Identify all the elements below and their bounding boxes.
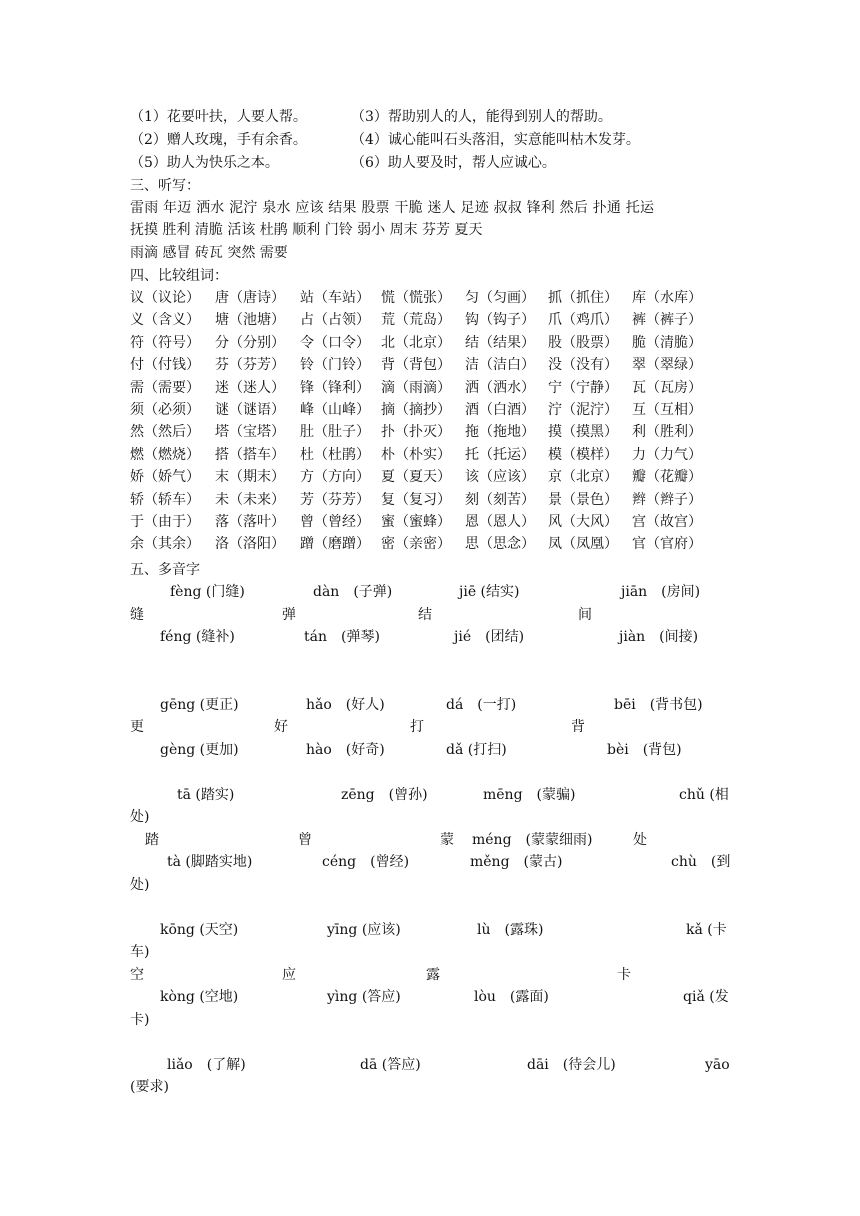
compare-cell: 朴（朴实）	[381, 446, 451, 463]
compare-cell: 曾（曾经）	[300, 514, 370, 530]
compare-cell: 抓（抓住）	[548, 290, 618, 306]
polyphone-char: 缝	[130, 607, 144, 623]
compare-cell: 杜（杜鹃）	[300, 446, 370, 463]
compare-cell: 荒（荒岛）	[381, 312, 451, 329]
polyphone-reading: mēng (蒙骗)	[483, 787, 576, 803]
proverb-4: （4）诚心能叫石头落泪，实意能叫枯木发芽。	[351, 132, 640, 148]
polyphone-reading: jiān (房间)	[621, 584, 701, 600]
compare-cell: 脆（清脆）	[632, 334, 702, 351]
compare-cell: 唐（唐诗）	[215, 290, 285, 306]
compare-cell: 滴（雨滴）	[381, 379, 451, 396]
polyphone-reading: lù (露珠)	[477, 922, 544, 938]
compare-cell: 于（由于）	[130, 514, 200, 530]
compare-cell: 锋（锋利）	[300, 379, 370, 396]
proverb-3: （3）帮助别人的人，能得到别人的帮助。	[351, 109, 612, 125]
compare-cell: 夏（夏天）	[381, 469, 451, 486]
polyphone-reading: jiàn (间接)	[619, 629, 699, 645]
polyphone-reading: dāi (待会儿)	[527, 1057, 616, 1073]
compare-cell: 风（大风）	[548, 514, 618, 530]
compare-cell: 景（景色）	[548, 491, 618, 508]
dictation-line-3: 雨滴 感冒 砖瓦 突然 需要	[130, 245, 288, 261]
compare-cell: 股（股票）	[548, 334, 618, 351]
compare-heading: 四、比较组词：	[130, 268, 228, 284]
polyphone-char: 踏	[145, 832, 159, 848]
polyphone-reading: céng (曾经)	[322, 854, 410, 870]
compare-cell: 互（互相）	[632, 402, 702, 418]
compare-cell: 刻（刻苦）	[465, 491, 535, 508]
compare-cell: 官（官府）	[632, 536, 702, 553]
compare-cell: 该（应该）	[465, 469, 535, 486]
compare-cell: 泞（泥泞）	[548, 402, 618, 418]
compare-cell: 分（分别）	[215, 334, 285, 351]
polyphone-reading: yìng (答应)	[327, 989, 401, 1005]
polyphone-reading: lòu (露面)	[474, 989, 549, 1005]
polyphone-char: 背	[571, 719, 585, 735]
compare-cell: 瓣（花瓣）	[632, 469, 702, 486]
compare-cell: 辫（辫子）	[632, 491, 702, 508]
polyphone-reading-wrap: 卡)	[130, 1012, 150, 1028]
compare-cell: 芳（芬芳）	[300, 491, 370, 508]
polyphone-reading: hǎo (好人)	[306, 697, 385, 713]
compare-cell: 翠（翠绿）	[632, 357, 702, 374]
polyphone-reading: kòng (空地)	[160, 989, 239, 1005]
compare-cell: 方（方向）	[300, 469, 370, 486]
compare-cell: 洁（洁白）	[465, 357, 535, 374]
polyphone-reading-wrap: (要求)	[130, 1079, 169, 1095]
compare-cell: 搭（搭车）	[215, 446, 285, 463]
polyphone-reading-wrap: 处)	[130, 877, 150, 893]
compare-cell: 付（付钱）	[130, 357, 200, 374]
compare-cell: 凤（凤凰）	[548, 536, 618, 553]
compare-cell: 复（复习）	[381, 491, 451, 508]
polyphone-char: 空	[130, 967, 144, 983]
polyphone-reading: jiē (结实)	[459, 584, 520, 600]
polyphone-reading: zēng (曾孙)	[341, 787, 428, 803]
compare-cell: 京（北京）	[548, 469, 618, 486]
compare-cell: 没（没有）	[548, 357, 618, 374]
compare-cell: 蹭（磨蹭）	[300, 536, 370, 553]
compare-cell: 扑（扑灭）	[381, 424, 451, 441]
polyphone-reading: tán (弹琴)	[304, 629, 380, 645]
compare-cell: 塔（宝塔）	[215, 424, 285, 441]
compare-cell: 摘（摘抄）	[381, 402, 451, 418]
polyphone-reading: kǎ (卡	[686, 922, 727, 938]
polyphone-char: 结	[418, 607, 432, 623]
polyphone-reading: bēi (背书包)	[614, 697, 703, 713]
compare-cell: 燃（燃烧）	[130, 446, 200, 463]
compare-cell: 蜜（蜜蜂）	[381, 514, 451, 530]
compare-cell: 芬（芬芳）	[215, 357, 285, 374]
dictation-heading: 三、听写：	[130, 178, 200, 194]
compare-cell: 末（期末）	[215, 469, 285, 486]
proverb-2: （2）赠人玫瑰，手有余香。	[130, 132, 307, 148]
compare-cell: 恩（恩人）	[465, 514, 535, 530]
compare-cell: 议（议论）	[130, 290, 200, 306]
polyphone-char: 好	[274, 719, 288, 735]
compare-cell: 爪（鸡爪）	[548, 312, 618, 329]
compare-cell: 落（落叶）	[215, 514, 285, 530]
compare-cell: 铃（门铃）	[300, 357, 370, 374]
polyphone-reading: dá (一打)	[446, 697, 517, 713]
polyphone-char: 应	[282, 967, 296, 983]
compare-cell: 余（其余）	[130, 536, 200, 553]
polyphone-reading: tā (踏实)	[177, 787, 235, 803]
polyphone-reading: fèng (门缝)	[170, 584, 245, 600]
polyphone-char: 打	[410, 719, 424, 735]
polyphone-char: 处	[633, 832, 647, 848]
polyphone-reading: jié (团结)	[454, 629, 525, 645]
dictation-line-1: 雷雨 年迈 洒水 泥泞 泉水 应该 结果 股票 干脆 迷人 足迹 叔叔 锋利 然后 扑通 托运	[130, 200, 655, 216]
polyphone-reading: chù (到	[671, 854, 731, 870]
compare-cell: 轿（轿车）	[130, 491, 200, 508]
polyphone-reading: kōng (天空)	[160, 922, 239, 938]
compare-cell: 力（力气）	[632, 446, 702, 463]
compare-cell: 宁（宁静）	[548, 379, 618, 396]
polyphone-char: 弹	[282, 607, 296, 623]
polyphone-reading: gēng (更正)	[160, 697, 239, 713]
compare-cell: 思（思念）	[465, 536, 535, 553]
compare-cell: 宫（故宫）	[632, 514, 702, 530]
polyphone-reading: hào (好奇)	[306, 742, 385, 758]
polyphone-char: 露	[426, 967, 440, 983]
compare-cell: 峰（山峰）	[300, 402, 370, 418]
compare-cell: 裤（裤子）	[632, 312, 702, 329]
polyphone-reading: gèng (更加)	[160, 742, 239, 758]
compare-cell: 拖（拖地）	[465, 424, 535, 441]
compare-cell: 摸（摸黑）	[548, 424, 618, 441]
proverb-6: （6）助人要及时，帮人应诚心。	[351, 155, 556, 171]
polyphone-reading: yīng (应该)	[327, 922, 401, 938]
polyphone-reading: dā (答应)	[360, 1057, 421, 1073]
polyphone-reading: chǔ (相	[679, 787, 729, 803]
compare-cell: 库（水库）	[632, 290, 702, 306]
polyphone-reading-wrap: 车)	[130, 944, 150, 960]
compare-cell: 未（未来）	[215, 491, 285, 508]
proverb-5: （5）助人为快乐之本。	[130, 155, 279, 171]
compare-cell: 义（含义）	[130, 312, 200, 329]
polyphone-heading: 五、多音字	[130, 562, 200, 578]
compare-cell: 背（背包）	[381, 357, 451, 374]
compare-cell: 谜（谜语）	[215, 402, 285, 418]
compare-cell: 托（托运）	[465, 446, 535, 463]
compare-cell: 塘（池塘）	[215, 312, 285, 329]
compare-cell: 匀（匀画）	[465, 290, 535, 306]
compare-cell: 令（口令）	[300, 334, 370, 351]
compare-cell: 需（需要）	[130, 379, 200, 396]
polyphone-char: 蒙	[440, 832, 454, 848]
compare-cell: 娇（娇气）	[130, 469, 200, 486]
polyphone-char: 曾	[298, 832, 312, 848]
compare-cell: 结（结果）	[465, 334, 535, 351]
proverb-1: （1）花要叶扶，人要人帮。	[130, 109, 307, 125]
compare-cell: 站（车站）	[300, 290, 370, 306]
polyphone-reading: dǎ (打扫)	[446, 742, 507, 758]
polyphone-reading: yāo	[705, 1057, 730, 1073]
compare-cell: 密（亲密）	[381, 536, 451, 553]
compare-cell: 慌（慌张）	[381, 290, 451, 306]
polyphone-reading: féng (缝补)	[160, 629, 235, 645]
dictation-line-2: 抚摸 胜利 清脆 活该 杜鹃 顺利 门铃 弱小 周末 芬芳 夏天	[130, 222, 483, 238]
polyphone-char: 间	[578, 607, 592, 623]
compare-cell: 迷（迷人）	[215, 379, 285, 396]
compare-cell: 占（占领）	[300, 312, 370, 329]
polyphone-char: 卡	[617, 967, 631, 983]
polyphone-reading: liǎo (了解)	[167, 1057, 246, 1073]
compare-cell: 须（必须）	[130, 402, 200, 418]
compare-cell: 钩（钩子）	[465, 312, 535, 329]
compare-cell: 符（符号）	[130, 334, 200, 351]
compare-cell: 洒（洒水）	[465, 379, 535, 396]
compare-cell: 瓦（瓦房）	[632, 379, 702, 396]
compare-cell: 肚（肚子）	[300, 424, 370, 441]
compare-cell: 酒（白酒）	[465, 402, 535, 418]
polyphone-reading: dàn (子弹)	[313, 584, 393, 600]
polyphone-reading: méng (蒙蒙细雨)	[472, 832, 593, 848]
compare-cell: 然（然后）	[130, 424, 200, 441]
polyphone-reading: qiǎ (发	[683, 989, 729, 1005]
compare-cell: 利（胜利）	[632, 424, 702, 441]
compare-cell: 洛（洛阳）	[215, 536, 285, 553]
polyphone-reading: měng (蒙古)	[470, 854, 563, 870]
polyphone-reading: bèi (背包)	[607, 742, 682, 758]
polyphone-reading-wrap: 处)	[130, 809, 150, 825]
polyphone-reading: tà (脚踏实地)	[167, 854, 253, 870]
compare-cell: 模（模样）	[548, 446, 618, 463]
compare-cell: 北（北京）	[381, 334, 451, 351]
polyphone-char: 更	[130, 719, 144, 735]
